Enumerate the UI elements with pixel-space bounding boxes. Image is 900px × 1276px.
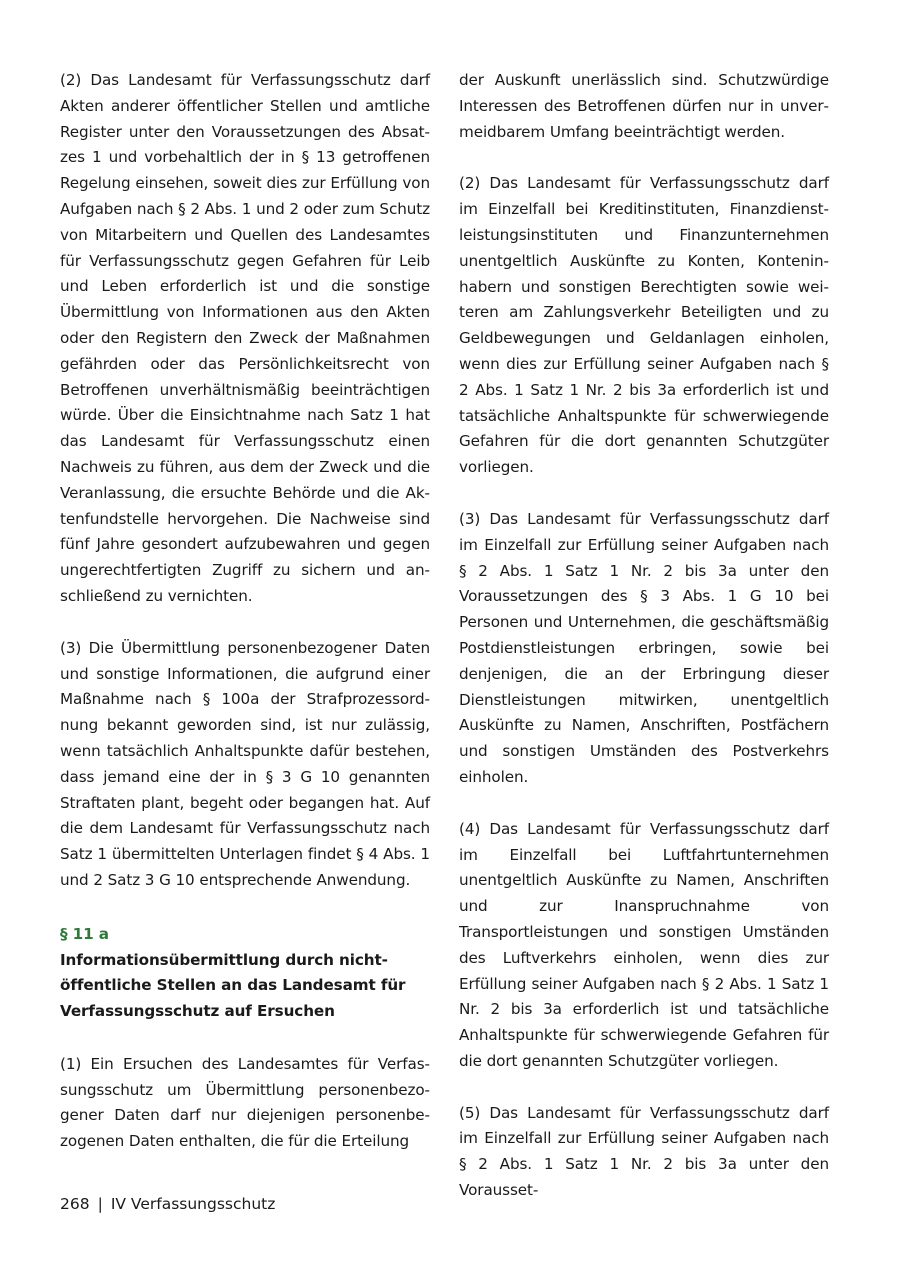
paragraph-5-fortsetzung: (5) Das Landesamt für Verfassungsschutz darf im Einzelfall zur Erfüllung seiner Aufgaben nach § 2 Abs. 1 Satz 1 Nr. 2 bis 3a unter den Vorausset-: [459, 1103, 829, 1200]
paragraph-4-luftfahrt: (4) Das Landesamt für Verfassungsschutz darf im Einzelfall bei Luftfahrtunternehmen unentgeltlich Auskünfte zu Namen, Anschriften und zur Inanspruchnahme von Transportleistungen und sonstigen Umständen des Luftverkehrs einholen, wenn dies zur Erfüllung seiner Aufgaben nach § 2 Abs. 1 Satz 1 Nr. 2 bis 3a erforderlich ist und tatsächliche Anhaltspunkte für schwerwiegende Gefahren für die dort genannten Schutzgüter vorliegen.: [459, 819, 829, 1070]
page-number: 268: [60, 1195, 90, 1213]
section-number: § 11 a: [60, 924, 109, 943]
chapter-title: IV Verfassungsschutz: [110, 1195, 276, 1213]
left-column: [60, 68, 430, 1181]
section-title: Informationsübermittlung durch nicht-öffentliche Stellen an das Landesamt für Verfassungsschutz auf Ersuchen: [60, 950, 406, 1021]
paragraph-3-postdienste: (3) Das Landesamt für Verfassungsschutz darf im Einzelfall zur Erfüllung seiner Aufgaben nach § 2 Abs. 1 Satz 1 Nr. 2 bis 3a unter den Voraussetzungen des § 3 Abs. 1 G 10 bei Personen und Unternehmen, die geschäftsmäßig Postdienstleistungen erbringen, sowie bei denjenigen, die an der Erbringung dieser Dienstleistungen mitwirken, unentgeltlich Auskünfte zu Namen, Anschriften, Postfächern und sonstigen Umständen des Postverkehrs einholen.: [459, 509, 829, 786]
paragraph-3-uebermittlung: (3) Die Übermittlung personenbezogener Daten und sonstige Informationen, die aufgrund einer Maßnahme nach § 100a der Strafprozessordnung bekannt geworden sind, ist nur zulässig, wenn tatsächlich Anhaltspunkte dafür bestehen, dass jemand eine der in § 3 G 10 genannten Straftaten plant, begeht oder begangen hat. Auf die dem Landesamt für Verfassungsschutz nach Satz 1 übermittelten Unterlagen findet § 4 Abs. 1 und 2 Satz 3 G 10 entsprechende Anwendung.: [60, 638, 430, 889]
paragraph-continuation: der Auskunft unerlässlich sind. Schutzwürdige Interessen des Betroffenen dürfen nur in unvermeidbarem Umfang beeinträchtigt werden.: [459, 71, 829, 141]
page-footer: [60, 1193, 275, 1215]
paragraph-2-akteneinsicht: (2) Das Landesamt für Verfassungsschutz darf Akten anderer öffentlicher Stellen und amtliche Register unter den Voraussetzungen des Absatzes 1 und vorbehaltlich der in § 13 getroffenen Regelung einsehen, soweit dies zur Erfüllung von Aufgaben nach § 2 Abs. 1 und 2 oder zum Schutz von Mitarbeitern und Quellen des Landesamtes für Verfassungsschutz gegen Gefahren für Leib und Leben erforderlich ist und die sonstige Übermittlung von Informationen aus den Akten oder den Registern den Zweck der Maßnahmen gefährden oder das Persönlichkeitsrecht von Betroffenen unverhältnismäßig beeinträchtigen würde. Über die Einsichtnahme nach Satz 1 hat das Landesamt für Verfassungsschutz einen Nachweis zu führen, aus dem der Zweck und die Veranlassung, die ersuchte Behörde und die Aktenfundstelle hervorgehen. Die Nachweise sind fünf Jahre gesondert aufzubewahren und gegen ungerechtfertigten Zugriff zu sichern und anschließend zu vernichten.: [60, 71, 430, 605]
paragraph-1-ersuchen: (1) Ein Ersuchen des Landesamtes für Verfassungsschutz um Übermittlung personenbezogener Daten darf nur diejenigen personenbezogenen Daten enthalten, die für die Erteilung: [60, 1054, 430, 1151]
paragraph-2-kreditinstitute: (2) Das Landesamt für Verfassungsschutz darf im Einzelfall bei Kreditinstituten, Finanzdienstleistungsinstituten und Finanzunternehmen unentgeltlich Auskünfte zu Konten, Konteninhabern und sonstigen Berechtigten sowie weiteren am Zahlungsverkehr Beteiligten und zu Geldbewegungen und Geldanlagen einholen, wenn dies zur Erfüllung seiner Aufgaben nach § 2 Abs. 1 Satz 1 Nr. 2 bis 3a erforderlich ist und tatsächliche Anhaltspunkte für schwerwiegende Gefahren für die dort genannten Schutzgüter vorliegen.: [459, 174, 829, 477]
footer-separator: |: [97, 1195, 103, 1213]
right-column: [459, 68, 829, 1230]
